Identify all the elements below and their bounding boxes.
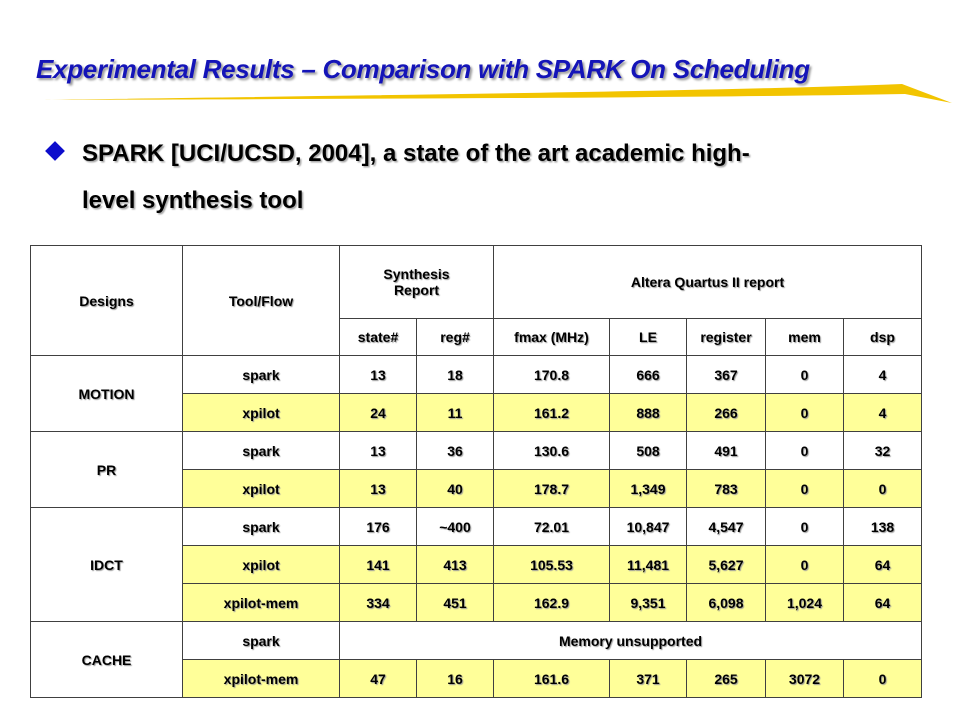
table-cell: 161.6	[494, 660, 610, 698]
design-motion: MOTION	[31, 356, 183, 432]
table-cell: ~400	[417, 508, 494, 546]
table-cell: 266	[687, 394, 766, 432]
table-cell: 0	[766, 546, 844, 584]
table-cell: 3072	[766, 660, 844, 698]
bullet-line-2: level synthesis tool	[82, 187, 304, 214]
table-cell: spark	[183, 432, 340, 470]
header-tool-flow: Tool/Flow	[183, 246, 340, 356]
memory-unsupported-note: Memory unsupported	[340, 622, 922, 660]
table-cell: 13	[340, 470, 417, 508]
table-cell: 0	[844, 660, 922, 698]
table-cell: 138	[844, 508, 922, 546]
table-cell: 170.8	[494, 356, 610, 394]
table-cell: 64	[844, 584, 922, 622]
table-cell: 1,024	[766, 584, 844, 622]
table-cell: 40	[417, 470, 494, 508]
table-cell: 0	[766, 356, 844, 394]
table-cell: 11,481	[610, 546, 687, 584]
table-cell: 72.01	[494, 508, 610, 546]
table-cell: 10,847	[610, 508, 687, 546]
table-cell: 13	[340, 356, 417, 394]
table-cell: 4	[844, 356, 922, 394]
table-cell: 0	[766, 394, 844, 432]
table-cell: 508	[610, 432, 687, 470]
bullet-line-1: SPARK [UCI/UCSD, 2004], a state of the art academic high-	[82, 140, 750, 167]
bullet-point	[48, 130, 828, 224]
header-altera: Altera Quartus II report	[494, 246, 922, 319]
table-cell: 0	[766, 470, 844, 508]
header-le: LE	[610, 319, 687, 356]
header-mem: mem	[766, 319, 844, 356]
table-cell: spark	[183, 622, 340, 660]
results-table	[30, 245, 922, 698]
table-cell: 888	[610, 394, 687, 432]
table-cell: 16	[417, 660, 494, 698]
table-cell: 5,627	[687, 546, 766, 584]
table-cell: 105.53	[494, 546, 610, 584]
table-row	[31, 622, 922, 660]
table-cell: xpilot	[183, 546, 340, 584]
table-cell: xpilot-mem	[183, 660, 340, 698]
design-cache: CACHE	[31, 622, 183, 698]
table-cell: xpilot	[183, 394, 340, 432]
header-reg: reg#	[417, 319, 494, 356]
table-cell: spark	[183, 356, 340, 394]
table-cell: 0	[766, 508, 844, 546]
table-cell: 1,349	[610, 470, 687, 508]
table-cell: 176	[340, 508, 417, 546]
table-cell: 24	[340, 394, 417, 432]
table-cell: 334	[340, 584, 417, 622]
table-row	[31, 356, 922, 394]
table-cell: 18	[417, 356, 494, 394]
table-cell: 161.2	[494, 394, 610, 432]
table-cell: 367	[687, 356, 766, 394]
table-row	[31, 508, 922, 546]
header-fmax: fmax (MHz)	[494, 319, 610, 356]
table-cell: 4	[844, 394, 922, 432]
header-designs: Designs	[31, 246, 183, 356]
slide-title: Experimental Results – Comparison with SPARK On Scheduling	[36, 54, 810, 84]
table-cell: 783	[687, 470, 766, 508]
table-cell: 32	[844, 432, 922, 470]
design-pr: PR	[31, 432, 183, 508]
header-register: register	[687, 319, 766, 356]
table-cell: 265	[687, 660, 766, 698]
header-state: state#	[340, 319, 417, 356]
table-cell: 178.7	[494, 470, 610, 508]
table-cell: 13	[340, 432, 417, 470]
table-cell: 666	[610, 356, 687, 394]
table-cell: 162.9	[494, 584, 610, 622]
header-report: Report	[393, 282, 440, 298]
design-idct: IDCT	[31, 508, 183, 622]
table-cell: 9,351	[610, 584, 687, 622]
table-cell: 451	[417, 584, 494, 622]
header-synthesis: Synthesis	[383, 266, 450, 282]
table-cell: 11	[417, 394, 494, 432]
table-cell: 36	[417, 432, 494, 470]
table-cell: xpilot	[183, 470, 340, 508]
table-cell: 0	[844, 470, 922, 508]
table-cell: 413	[417, 546, 494, 584]
header-dsp: dsp	[844, 319, 922, 356]
table-cell: 141	[340, 546, 417, 584]
header-synthesis-report	[340, 246, 494, 319]
table-row	[31, 432, 922, 470]
table-cell: 491	[687, 432, 766, 470]
table-cell: 64	[844, 546, 922, 584]
table-cell: 47	[340, 660, 417, 698]
table-cell: 6,098	[687, 584, 766, 622]
table-cell: 0	[766, 432, 844, 470]
table-cell: xpilot-mem	[183, 584, 340, 622]
table-cell: spark	[183, 508, 340, 546]
table-cell: 371	[610, 660, 687, 698]
table-cell: 4,547	[687, 508, 766, 546]
table-cell: 130.6	[494, 432, 610, 470]
